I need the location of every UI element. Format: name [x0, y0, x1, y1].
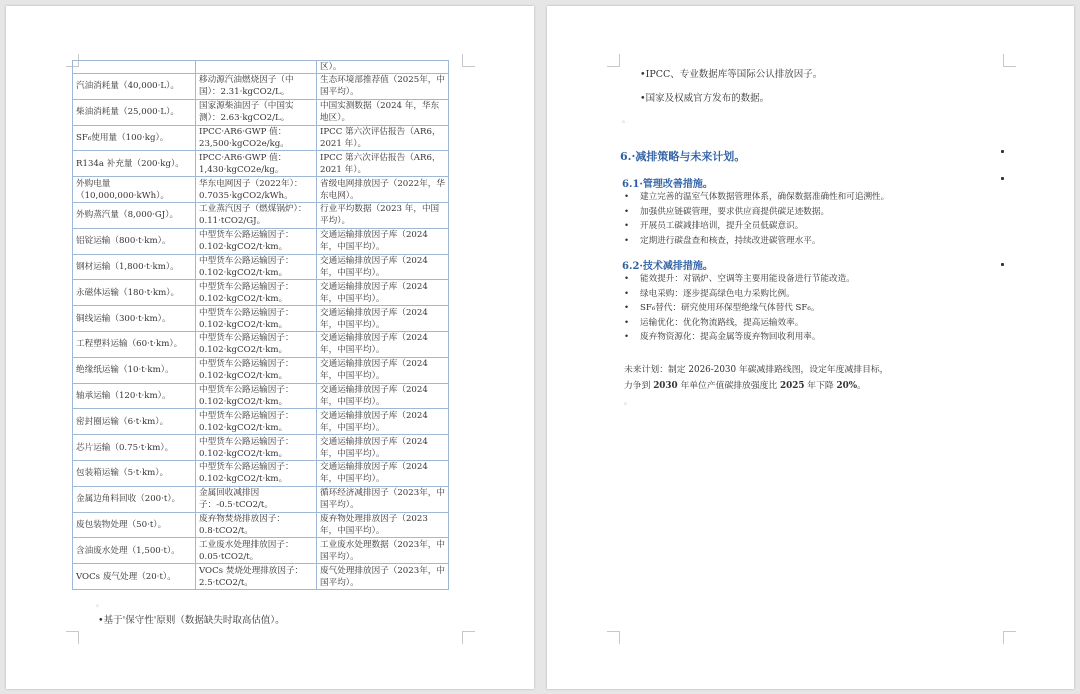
table-cell: 外购电量（10,000,000·kWh）。 — [73, 177, 196, 203]
heading-6-2: 6.2·技术减排措施。 — [622, 261, 713, 272]
table-row — [73, 306, 449, 332]
table-row — [73, 564, 449, 590]
list-item: • SF₆替代：研究使用环保型绝缘气体替代 SF₆。 — [624, 303, 820, 313]
corner-mark — [66, 631, 79, 644]
corner-mark — [462, 631, 475, 644]
table-cell: 中型货车公路运输因子：0.102·kgCO2/t·km。 — [196, 383, 317, 409]
table-cell: 国家源柴油因子（中国实测）：2.63·kgCO2/L。 — [196, 99, 317, 125]
table-cell: R134a 补充量（200·kg）。 — [73, 151, 196, 177]
table-cell: 行业平均数据（2023 年，中国平均）。 — [317, 202, 449, 228]
table-cell: 废弃物焚烧排放因子：0.8·tCO2/t。 — [196, 512, 317, 538]
table-cell: 中型货车公路运输因子：0.102·kgCO2/t·km。 — [196, 331, 317, 357]
conservative-principle-bullet: •基于'保守性'原则（数据缺失时取高估值）。 — [98, 615, 285, 626]
table-cell: 交通运输排放因子库（2024 年，中国平均）。 — [317, 306, 449, 332]
table-cell: SF₆使用量（100·kg）。 — [73, 125, 196, 151]
table-cell: 交通运输排放因子库（2024 年，中国平均）。 — [317, 460, 449, 486]
table-cell: 中型货车公路运输因子：0.102·kgCO2/t·km。 — [196, 306, 317, 332]
table-cell: 中国实测数据（2024 年，华东地区）。 — [317, 99, 449, 125]
table-cell: 铜线运输（300·t·km）。 — [73, 306, 196, 332]
list-item: • 定期进行碳盘查和核查，持续改进碳管理水平。 — [624, 235, 821, 246]
table-cell: 工程塑料运输（60·t·km）。 — [73, 331, 196, 357]
document-page-right — [547, 6, 1074, 689]
list-item: • 绿电采购：逐步提高绿色电力采购比例。 — [624, 288, 795, 299]
future-plan-line-1: 未来计划：制定 2026-2030 年碳减排路线图，设定年度减排目标， — [624, 365, 889, 375]
paragraph-mark: 。 — [96, 599, 104, 608]
table-body — [73, 61, 449, 590]
table-cell: 绝缘纸运输（10·t·km）。 — [73, 357, 196, 383]
table-cell: 工业废水处理排放因子：0.05·tCO2/t。 — [196, 538, 317, 564]
table-cell: 铝锭运输（800·t·km）。 — [73, 228, 196, 254]
table-cell: 交通运输排放因子库（2024 年，中国平均）。 — [317, 280, 449, 306]
table-cell — [73, 61, 196, 74]
table-row — [73, 151, 449, 177]
table-cell: 交通运输排放因子库（2024 年，中国平均）。 — [317, 409, 449, 435]
table-row — [73, 254, 449, 280]
table-cell: 含油废水处理（1,500·t）。 — [73, 538, 196, 564]
table-row — [73, 331, 449, 357]
future-plan-paragraph — [624, 362, 888, 394]
table-cell: 交通运输排放因子库（2024 年，中国平均）。 — [317, 357, 449, 383]
table-row — [73, 409, 449, 435]
heading-marker — [1001, 150, 1004, 153]
table-cell: IPCC 第六次评估报告（AR6，2021 年）。 — [317, 125, 449, 151]
corner-mark — [607, 54, 620, 67]
table-cell: 汽油消耗量（40,000·L）。 — [73, 74, 196, 100]
table-cell: 工业废水处理数据（2023年，中国平均）。 — [317, 538, 449, 564]
table-cell: 芯片运输（0.75·t·km）。 — [73, 435, 196, 461]
list-item: • 运输优化：优化物流路线，提高运输效率。 — [624, 317, 804, 328]
corner-mark — [1003, 631, 1016, 644]
table-cell: 交通运输排放因子库（2024 年，中国平均）。 — [317, 383, 449, 409]
table-cell: 金属边角料回收（200·t）。 — [73, 486, 196, 512]
corner-mark — [1003, 54, 1016, 67]
table-row — [73, 228, 449, 254]
table-cell: IPCC 第六次评估报告（AR6，2021 年）。 — [317, 151, 449, 177]
list-item: • 开展员工碳减排培训，提升全员低碳意识。 — [624, 221, 804, 231]
table-cell: 交通运输排放因子库（2024 年，中国平均）。 — [317, 331, 449, 357]
table-cell: IPCC·AR6·GWP 值：1,430·kgCO2e/kg。 — [196, 151, 317, 177]
table-cell: 包装箱运输（5·t·km）。 — [73, 460, 196, 486]
table-cell: 中型货车公路运输因子：0.102·kgCO2/t·km。 — [196, 280, 317, 306]
table-row — [73, 435, 449, 461]
heading-marker — [1001, 263, 1004, 266]
table-cell: 交通运输排放因子库（2024 年，中国平均）。 — [317, 435, 449, 461]
corner-mark — [607, 631, 620, 644]
table-cell: 轴承运输（120·t·km）。 — [73, 383, 196, 409]
technical-measures-list — [624, 272, 855, 345]
table-cell: 移动源汽油燃烧因子（中国）：2.31·kgCO2/L。 — [196, 74, 317, 100]
table-cell: 外购蒸汽量（8,000·GJ）。 — [73, 202, 196, 228]
table-row — [73, 512, 449, 538]
table-row — [73, 177, 449, 203]
table-row — [73, 538, 449, 564]
list-item: • 加强供应链碳管理，要求供应商提供碳足迹数据。 — [624, 206, 830, 217]
table-cell — [196, 61, 317, 74]
table-cell: 中型货车公路运输因子：0.102·kgCO2/t·km。 — [196, 460, 317, 486]
table-cell: 省级电网排放因子（2022年，华东电网）。 — [317, 177, 449, 203]
table-cell: 柴油消耗量（25,000·L）。 — [73, 99, 196, 125]
table-cell: 废包装物处理（50·t）。 — [73, 512, 196, 538]
table-cell: 循环经济减排因子（2023年，中国平均）。 — [317, 486, 449, 512]
table-cell: 废气处理排放因子（2023年，中国平均）。 — [317, 564, 449, 590]
table-row — [73, 61, 449, 74]
table-cell: 中型货车公路运输因子：0.102·kgCO2/t·km。 — [196, 435, 317, 461]
corner-mark — [462, 54, 475, 67]
table-row — [73, 74, 449, 100]
table-cell: 交通运输排放因子库（2024 年，中国平均）。 — [317, 254, 449, 280]
list-item: • 建立完善的温室气体数据管理体系，确保数据准确性和可追溯性。 — [624, 192, 890, 202]
official-data-bullet: •国家及权威官方发布的数据。 — [640, 93, 770, 104]
table-cell: 中型货车公路运输因子：0.102·kgCO2/t·km。 — [196, 409, 317, 435]
future-plan-line-2: 力争到 2030 年单位产值碳排放强度比 2025 年下降 20%。 — [624, 381, 866, 391]
table-cell: 中型货车公路运输因子：0.102·kgCO2/t·km。 — [196, 228, 317, 254]
table-row — [73, 357, 449, 383]
table-cell: 中型货车公路运输因子：0.102·kgCO2/t·km。 — [196, 254, 317, 280]
list-item: • 废弃物资源化：提高金属等废弃物回收利用率。 — [624, 332, 821, 342]
heading-marker — [1001, 177, 1004, 180]
table-cell: 永磁体运输（180·t·km）。 — [73, 280, 196, 306]
ipcc-bullet: •IPCC、专业数据库等国际公认排放因子。 — [640, 69, 823, 80]
list-item: • 能效提升：对锅炉、空调等主要用能设备进行节能改造。 — [624, 274, 855, 284]
table-cell: 中型货车公路运输因子：0.102·kgCO2/t·km。 — [196, 357, 317, 383]
table-cell: 密封圈运输（6·t·km）。 — [73, 409, 196, 435]
paragraph-mark: 。 — [624, 397, 632, 406]
table-cell: VOCs 焚烧处理排放因子：2.5·tCO2/t。 — [196, 564, 317, 590]
table-cell: 区）。 — [317, 61, 449, 74]
heading-6-1: 6.1·管理改善措施。 — [622, 179, 713, 190]
table-row — [73, 125, 449, 151]
table-cell: 生态环境部推荐值（2025年，中国平均）。 — [317, 74, 449, 100]
table-row — [73, 280, 449, 306]
heading-6: 6.·减排策略与未来计划。 — [620, 150, 746, 163]
table-cell: 华东电网因子（2022年）：0.7035·kgCO2/kWh。 — [196, 177, 317, 203]
table-cell: 交通运输排放因子库（2024 年，中国平均）。 — [317, 228, 449, 254]
table-row — [73, 202, 449, 228]
table-row — [73, 383, 449, 409]
table-cell: IPCC·AR6·GWP 值：23,500·kgCO2e/kg。 — [196, 125, 317, 151]
table-row — [73, 99, 449, 125]
table-row — [73, 460, 449, 486]
table-cell: 废弃物处理排放因子（2023 年，中国平均）。 — [317, 512, 449, 538]
table-row — [73, 486, 449, 512]
management-measures-list — [624, 190, 889, 248]
table-cell: 工业蒸汽因子（燃煤锅炉）：0.11·tCO2/GJ。 — [196, 202, 317, 228]
table-cell: VOCs 废气处理（20·t）。 — [73, 564, 196, 590]
table-cell: 钢材运输（1,800·t·km）。 — [73, 254, 196, 280]
table-cell: 金属回收减排因子：-0.5·tCO2/t。 — [196, 486, 317, 512]
emission-factor-table — [72, 60, 449, 590]
paragraph-mark: 。 — [622, 115, 630, 124]
